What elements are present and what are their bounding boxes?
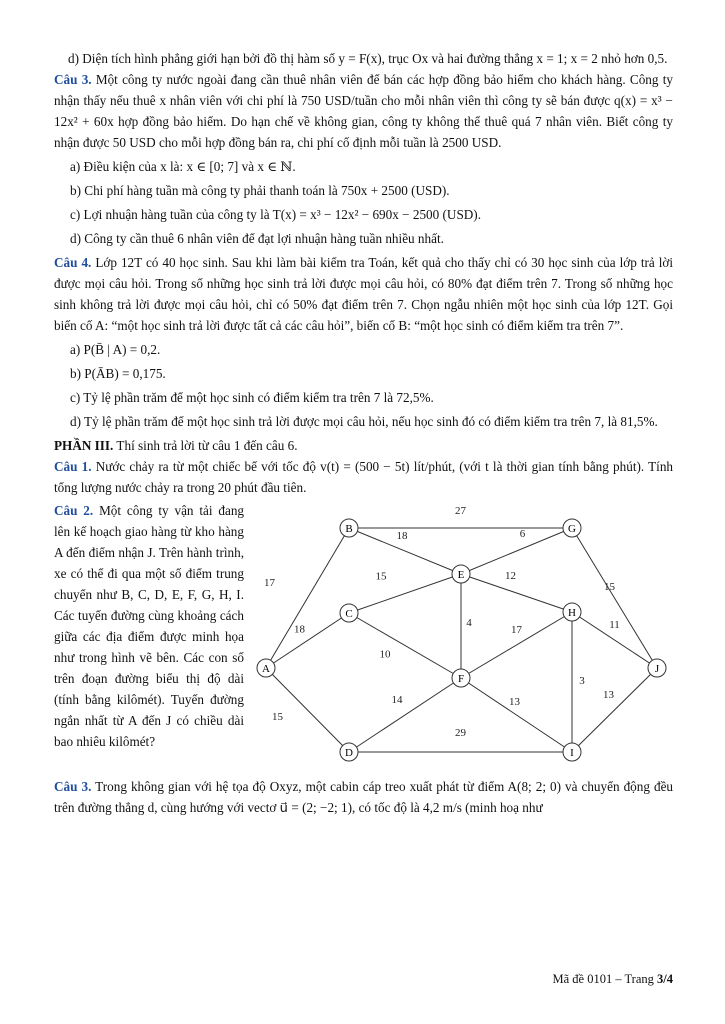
part3-question-2-body <box>54 500 244 752</box>
node-label-I: I <box>570 747 574 759</box>
part3-question-1-label: Câu 1. <box>54 459 92 474</box>
node-label-J: J <box>654 663 660 675</box>
edge-weight-H-J: 11 <box>609 619 620 631</box>
edge-C-E <box>349 574 461 613</box>
edge-weight-D-I: 29 <box>455 727 466 739</box>
question-3-option-b: b) Chi phí hàng tuần mà công ty phải thanh toán là 750x + 2500 (USD). <box>70 183 450 198</box>
question-4-text: Lớp 12T có 40 học sinh. Sau khi làm bài kiểm tra Toán, kết quả cho thấy chỉ có 30 học sinh của lớp trả lời được mọi câu hỏi. Trong số những học sinh trả lời được mọi câu hỏi, có 80% đạt điểm trên 7. Trong số những học sinh không trả lời được mọi câu hỏi, chỉ có 50% đạt điểm trên 7. Chọn ngẫu nhiên một học sinh của lớp 12T. Gọi biến cố A: “một học sinh trả lời được tất cả các câu hỏi”, biến cố B: “một học sinh có điểm kiểm tra trên 7”. <box>54 255 674 333</box>
edge-weight-E-H: 12 <box>505 570 516 582</box>
edge-G-J <box>572 528 657 668</box>
part-3-subtitle: Thí sinh trả lời từ câu 1 đến câu 6. <box>116 438 298 453</box>
edge-weight-A-C: 18 <box>294 623 305 636</box>
exam-page <box>54 48 673 818</box>
node-label-C: C <box>345 608 353 620</box>
question-3-text: Một công ty nước ngoài đang cần thuê nhân viên để bán các hợp đồng bảo hiểm cho khách hàng. Công ty nhận thấy nếu thuê x nhân viên với chi phí là 750 USD/tuần cho mỗi nhân viên thì công ty sẽ bán được q(x) = x³ − 12x² + 60x hợp đồng bảo hiểm. Do hạn chế về không gian, công ty không thể thuê quá 7 nhân viên. Biết công ty nhận được 50 USD cho mỗi hợp đồng bán ra, chi phí cố định mỗi tuần là 2500 USD. <box>54 72 674 150</box>
edge-weight-F-I: 13 <box>509 696 520 708</box>
edge-A-C <box>266 613 349 668</box>
edge-I-J <box>572 668 657 752</box>
part3-question-1-text: Nước chảy ra từ một chiếc bể với tốc độ v(t) = (500 − 5t) lít/phút, (với t là thời gian tính bằng phút). Tính tổng lượng nước chảy ra trong 20 phút đầu tiên. <box>54 459 674 495</box>
part3-question-3-label: Câu 3. <box>54 779 92 794</box>
edge-weight-E-F: 4 <box>466 617 472 629</box>
node-label-H: H <box>568 607 576 619</box>
edge-weight-C-F: 10 <box>379 648 391 661</box>
node-label-B: B <box>345 523 353 535</box>
edge-weight-I-J: 13 <box>603 689 614 701</box>
question-4-label: Câu 4. <box>54 255 92 270</box>
question-4-option-d: d) Tỷ lệ phần trăm để một học sinh trả lời được mọi câu hỏi, nếu học sinh đó có điểm kiểm tra trên 7, là 81,5%. <box>70 414 658 429</box>
edge-weight-G-J: 15 <box>604 581 615 593</box>
part3-question-3-text: Trong không gian với hệ tọa độ Oxyz, một cabin cáp treo xuất phát từ điểm A(8; 2; 0) và chuyển động đều trên đường thẳng d, cùng hướng với vectơ u⃗ = (2; −2; 1), có tốc độ là 4,2 m/s (minh hoạ như <box>54 779 674 815</box>
edge-weight-H-F: 17 <box>511 624 522 636</box>
question-3-option-c: c) Lợi nhuận hàng tuần của công ty là T(x) = x³ − 12x² − 690x − 2500 (USD). <box>70 207 481 222</box>
edge-weight-A-B: 17 <box>264 577 275 589</box>
edge-weight-B-E: 18 <box>396 530 408 542</box>
part2-option-d: d) Diện tích hình phẳng giới hạn bởi đồ thị hàm số y = F(x), trục Ox và hai đường thẳng x = 1; x = 2 nhỏ hơn 0,5. <box>68 51 668 66</box>
question-3 <box>54 69 673 153</box>
edge-F-D <box>349 678 461 752</box>
edge-weight-E-G: 6 <box>519 528 526 540</box>
edge-C-F <box>349 613 461 678</box>
page-footer <box>552 972 673 987</box>
question-4-option-b: b) P(ĀB) = 0,175. <box>70 366 166 381</box>
edge-weight-H-I: 3 <box>579 675 585 687</box>
edge-E-G <box>461 528 572 574</box>
edge-weight-A-D: 15 <box>272 711 283 723</box>
edge-H-F <box>461 612 572 678</box>
part3-question-1 <box>54 456 673 498</box>
node-label-E: E <box>457 569 465 581</box>
part3-question-2-label: Câu 2. <box>54 503 94 518</box>
question-4 <box>54 252 673 336</box>
edge-A-D <box>266 668 349 752</box>
question-3-option-d: d) Công ty cần thuê 6 nhân viên để đạt lợi nhuận hàng tuần nhiều nhất. <box>70 231 444 246</box>
question-3-label: Câu 3. <box>54 72 92 87</box>
part-3-title: PHẦN III. <box>54 438 114 453</box>
node-label-A: A <box>262 663 270 675</box>
node-label-G: G <box>568 523 576 535</box>
footer-code: Mã đề 0101 – Trang <box>552 972 654 986</box>
part3-question-2-text: Một công ty vận tải đang lên kế hoạch giao hàng từ kho hàng A đến điểm nhận J. Trên hành trình, xe có thể đi qua một số điểm trung chuyển như B, C, D, E, F, G, H, I. Các tuyến đường cùng khoảng cách giữa các địa điểm được minh họa như trong hình vẽ bên. Các con số trên đoạn đường biểu thị độ dài (tính bằng kilômét). Tuyến đường ngắn nhất từ A đến J có chiều dài bao nhiêu kilômét? <box>54 503 245 749</box>
edge-weight-B-G: 27 <box>455 505 466 517</box>
route-graph-diagram <box>254 500 673 770</box>
question-4-option-a: a) P(B̄ | A) = 0,2. <box>70 342 161 357</box>
part-3-heading <box>54 435 673 456</box>
footer-page: 3/4 <box>657 972 673 986</box>
question-4-option-c: c) Tỷ lệ phần trăm để một học sinh có điểm kiểm tra trên 7 là 72,5%. <box>70 390 434 405</box>
part3-question-2 <box>54 500 673 770</box>
node-label-D: D <box>345 747 353 759</box>
edge-E-H <box>461 574 572 612</box>
edge-A-B <box>266 528 349 668</box>
edge-F-I <box>461 678 572 752</box>
edge-weight-C-E: 15 <box>375 570 387 583</box>
part3-question-3 <box>54 776 673 818</box>
node-label-F: F <box>457 673 465 685</box>
question-3-option-a: a) Điều kiện của x là: x ∈ [0; 7] và x ∈ ℕ. <box>70 159 296 174</box>
edge-weight-F-D: 14 <box>391 694 403 706</box>
